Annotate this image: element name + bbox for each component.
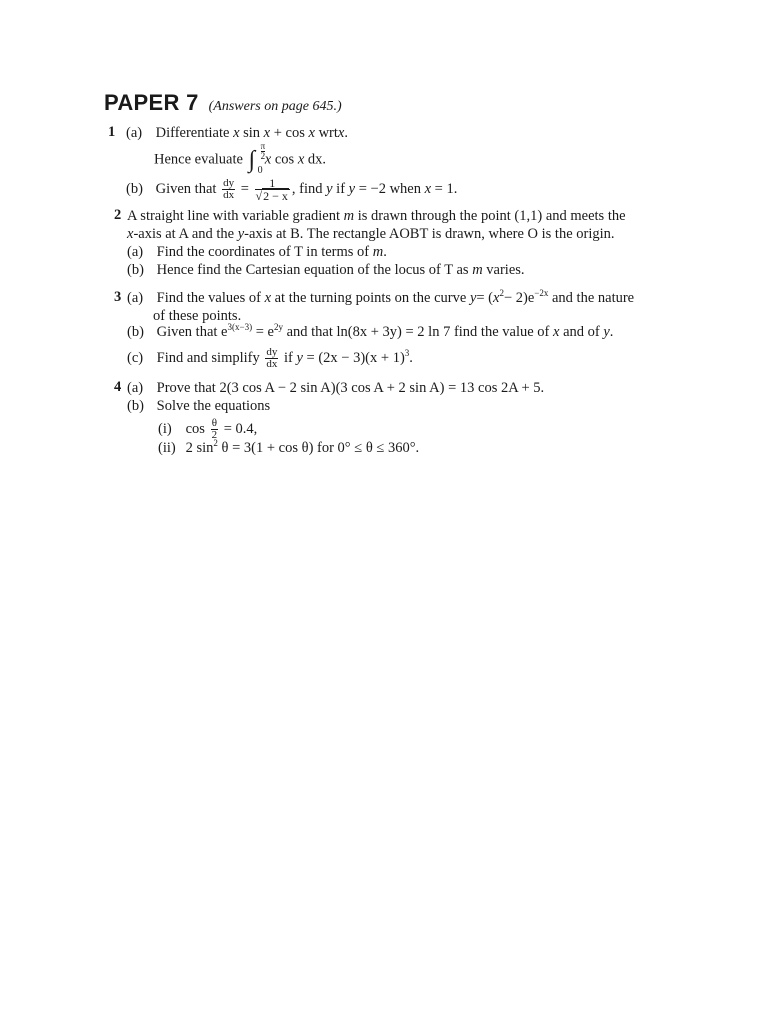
question-2b: (b) Hence find the Cartesian equation of the locus of T as m varies. <box>127 262 525 278</box>
question-3-number: 3 <box>114 289 122 305</box>
part-label: (b) <box>126 180 143 197</box>
question-2-number: 2 <box>114 207 122 223</box>
dy-dx-fraction: $\frac{dy}{dx}$ <box>266 346 278 370</box>
question-1a: (a) Differentiate x sin x + cos x wrtx. <box>126 125 348 141</box>
dy-dx-fraction: $\frac{dy}{dx}$ <box>223 177 235 201</box>
question-4b-i: (i) cos $\frac{\theta}{2}$ = 0.4, <box>158 417 258 441</box>
subpart-label: (ii) <box>158 440 176 456</box>
part-label: (b) <box>127 324 144 340</box>
question-4b-ii: (ii) 2 $\sin^2 \theta = 3(1 + \cos \theta)$ for 0° ≤ θ ≤ 360°. <box>158 438 420 456</box>
part-label: (a) <box>126 125 143 141</box>
question-1-number: 1 <box>108 124 116 140</box>
question-4b: (b) Solve the equations <box>127 398 271 414</box>
theta-half-fraction: $\frac{\theta}{2}$ <box>211 417 218 441</box>
question-1a-hence: Hence evaluate ∫ π 2 0 x cos x dx. <box>154 141 327 176</box>
question-3a-line-2: of these points. <box>153 308 242 324</box>
question-4a: (a) Prove that 2(3 cos A − 2 sin A)(3 cos A + 2 sin A) = 13 cos 2A + 5. <box>127 380 545 396</box>
question-3c: (c) Find and simplify $\frac{dy}{dx}$ if $y = (2x - 3)(x + 1)^3$. <box>127 346 413 370</box>
question-1b: (b) Given that $\frac{dy}{dx}$ = $\frac{1}{√2 - x}$ , find y if y = −2 when x = 1. <box>126 176 458 203</box>
question-3b: (b) Given that $e^{3(x-3)} = e^{2y}$ and that ln(8x + 3y) = 2 ln 7 find the value of x and of y. <box>127 322 614 340</box>
paper-title: PAPER 7 <box>104 90 199 115</box>
paper-header <box>104 90 342 116</box>
integral-sign: ∫ π 2 0 <box>248 141 266 176</box>
reciprocal-sqrt-fraction: $\frac{1}{√2 - x}$ <box>255 176 288 203</box>
part-label: (a) <box>127 244 144 260</box>
part-label: (b) <box>127 262 144 278</box>
subpart-label: (i) <box>158 420 172 437</box>
part-label: (a) <box>127 380 144 396</box>
part-label: (b) <box>127 398 144 414</box>
part-label: (a) <box>127 290 144 306</box>
answers-note: (Answers on page 645.) <box>208 99 342 114</box>
question-2-line-2: x-axis at A and the y-axis at B. The rectangle AOBT is drawn, where O is the origin. <box>127 226 615 242</box>
part-label: (c) <box>127 349 144 366</box>
question-2-line-1: A straight line with variable gradient m is drawn through the point (1,1) and meets the <box>127 208 626 224</box>
question-2a: (a) Find the coordinates of T in terms of m. <box>127 244 387 260</box>
question-4-number: 4 <box>114 379 122 395</box>
sqrt: √2 − x <box>255 189 288 203</box>
question-3a: (a) Find the values of x at the turning points on the curve $y= (x^2- 2)e^{-2x}$ and the nature <box>127 288 635 306</box>
